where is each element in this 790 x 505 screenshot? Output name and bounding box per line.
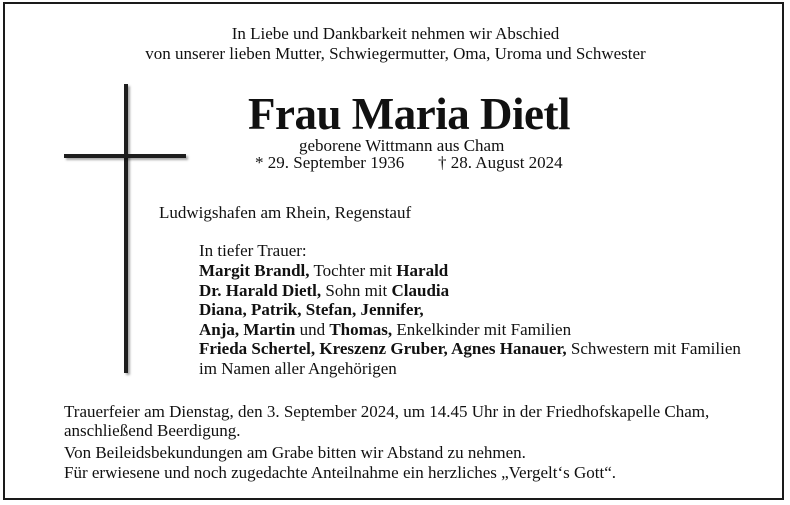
birth-date: * 29. September 1936 [255, 153, 405, 172]
mourners-intro: In tiefer Trauer: [199, 241, 307, 260]
deceased-name: Frau Maria Dietl [248, 89, 570, 139]
mourner-line [199, 359, 397, 378]
intro-line-1: In Liebe und Dankbarkeit nehmen wir Abschied [231, 24, 560, 43]
service-info: Trauerfeier am Dienstag, den 3. September 2024, um 14.45 Uhr in der Friedhofskapelle Cham, [64, 402, 710, 421]
obituary-notice [3, 2, 784, 500]
mourner-name: Claudia [391, 280, 450, 300]
mourner-name: Diana, Patrik, Stefan, Jennifer, [199, 300, 424, 319]
mourner-relation: im Namen aller Angehörigen [199, 358, 397, 378]
mourner-relation: Tochter mit [309, 261, 397, 280]
mourner-line [199, 281, 449, 300]
death-date: † 28. August 2024 [438, 153, 563, 172]
mourner-relation: und [295, 319, 330, 339]
mourner-name: Thomas, [329, 319, 393, 339]
places: Ludwigshafen am Rhein, Regenstauf [159, 203, 412, 222]
mourner-line [199, 320, 571, 339]
condolence-note: Von Beileidsbekundungen am Grabe bitten wir Abstand zu nehmen. [64, 443, 526, 462]
mourner-line [199, 300, 424, 319]
mourner-name: Anja, Martin [199, 319, 296, 339]
mourner-relation: Enkelkinder mit Familien [392, 319, 572, 339]
mourner-name: Harald [396, 261, 449, 280]
burial-info: anschließend Beerdigung. [64, 421, 241, 440]
mourner-relation: Sohn mit [321, 280, 392, 300]
birth-name: geborene Wittmann aus Cham [299, 136, 505, 155]
mourner-name: Frieda Schertel, Kreszenz Gruber, Agnes Hanauer, [199, 339, 567, 358]
mourner-name: Margit Brandl, [199, 261, 310, 280]
mourner-relation: Schwestern mit Familien [566, 339, 741, 358]
mourner-name: Dr. Harald Dietl, [199, 280, 322, 300]
thanks-note: Für erwiesene und noch zugedachte Anteilnahme ein herzliches „Vergelt‘s Gott“. [64, 463, 616, 482]
mourner-line [199, 339, 741, 358]
intro-line-2: von unserer lieben Mutter, Schwiegermutter, Oma, Uroma und Schwester [145, 44, 646, 63]
mourner-line [199, 261, 448, 280]
cross-icon-horizontal [64, 154, 186, 158]
